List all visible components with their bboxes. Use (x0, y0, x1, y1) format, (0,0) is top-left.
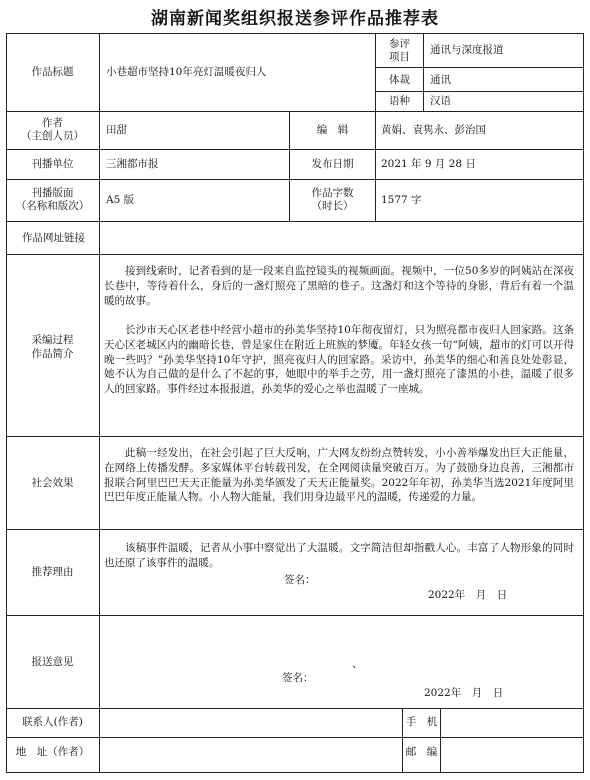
label-postcode: 邮 编 (405, 746, 438, 758)
label-author: 作者 （主创人员） (21, 117, 84, 142)
label-publish-date: 发布日期 (311, 158, 354, 170)
label-address: 地 址（作者） (15, 746, 90, 758)
label-page: 刊播版面 （名称和版次） (15, 187, 90, 212)
reason-signature: 签名： (284, 574, 316, 586)
label-opinion: 报送意见 (31, 656, 74, 668)
label-language: 语种 (389, 95, 410, 107)
label-process: 采编过程 作品简介 (31, 334, 74, 360)
label-work-title: 作品标题 (31, 66, 74, 78)
opinion-signature: 签名： (282, 672, 314, 684)
value-entry-item: 通讯与深度报道 (430, 44, 504, 56)
value-publisher: 三湘都市报 (106, 158, 159, 170)
value-publish-date: 2021 年 9 月 28 日 (381, 158, 476, 170)
reason-date: 2022年 月 日 (428, 589, 508, 601)
label-effect: 社会效果 (31, 477, 74, 489)
value-genre: 通讯 (430, 74, 451, 86)
value-page: A5 版 (106, 194, 135, 206)
opinion-mark: 、 (352, 658, 363, 670)
process-paragraph-1: 接到线索时，记者看到的是一段来自监控镜头的视频画面。视频中，一位50多岁的阿姨站在深夜长巷中，等待着什么，身后的一盏灯照亮了黑暗的巷子。这盏灯和这个等待的身影，背后有着一个温暖的故事。 (104, 265, 574, 307)
form-title: 湖南新闻奖组织报送参评作品推荐表 (151, 9, 439, 29)
label-entry-item: 参评 项目 (389, 38, 410, 63)
label-url: 作品网址链接 (22, 232, 85, 244)
label-word-count: 作品字数 （时长） (311, 187, 354, 212)
value-author: 田甜 (106, 124, 127, 136)
process-paragraph-2: 长沙市天心区老巷中经营小超市的孙美华坚持10年彻夜留灯，只为照亮都市夜归人回家路。这条天心区老城区内的幽暗长巷，曾是家住在附近上班族的梦魇。年轻女孩一句“阿姨，超市的灯可以开得晚一些吗？”孙美华坚持10年守护，照亮夜归人的回家路。采访中，孙美华的细心和善良处处彰显，她不认为自己做的是什么了不起的事，她眼中的举手之劳，用一盏灯照亮了漆黑的小巷，温暖了很多人的回家路。事件经过本报报道，孙美华的爱心之举也温暖了一座城。 (104, 324, 574, 396)
effect-paragraph: 此稿一经发出，在社会引起了巨大反响，广大网友纷纷点赞转发，小小善举爆发出巨大正能量，在网络上传播发酵。多家媒体平台转载刊发，在全网阅读量突破百万。为了鼓励身边良善，三湘都市报联合阿里巴巴天天正能量为孙美华颁发了天天正能量奖。2022年年初，孙美华当选2021年度阿里巴巴年度正能量人物。小人物大能量，我们用身边最平凡的温暖，传递爱的力量。 (104, 447, 574, 504)
value-editor: 黄娟、袁隽永、彭治国 (381, 124, 486, 136)
label-publisher: 刊播单位 (31, 158, 74, 170)
label-editor: 编 辑 (316, 124, 349, 136)
label-reason: 推荐理由 (31, 566, 74, 578)
label-contact: 联系人(作者) (22, 716, 83, 728)
value-work-title: 小巷超市坚持10年亮灯温暖夜归人 (106, 66, 267, 78)
reason-paragraph: 该稿事件温暖，记者从小事中察觉出了大温暖。文字简洁但却指戳人心。丰富了人物形象的同时也还原了该事件的温暖。 (104, 542, 574, 569)
value-language: 汉语 (430, 95, 451, 107)
opinion-date: 2022年 月 日 (424, 687, 504, 699)
label-genre: 体裁 (389, 74, 410, 86)
label-mobile: 手 机 (405, 716, 438, 728)
value-word-count: 1577 字 (381, 194, 422, 206)
